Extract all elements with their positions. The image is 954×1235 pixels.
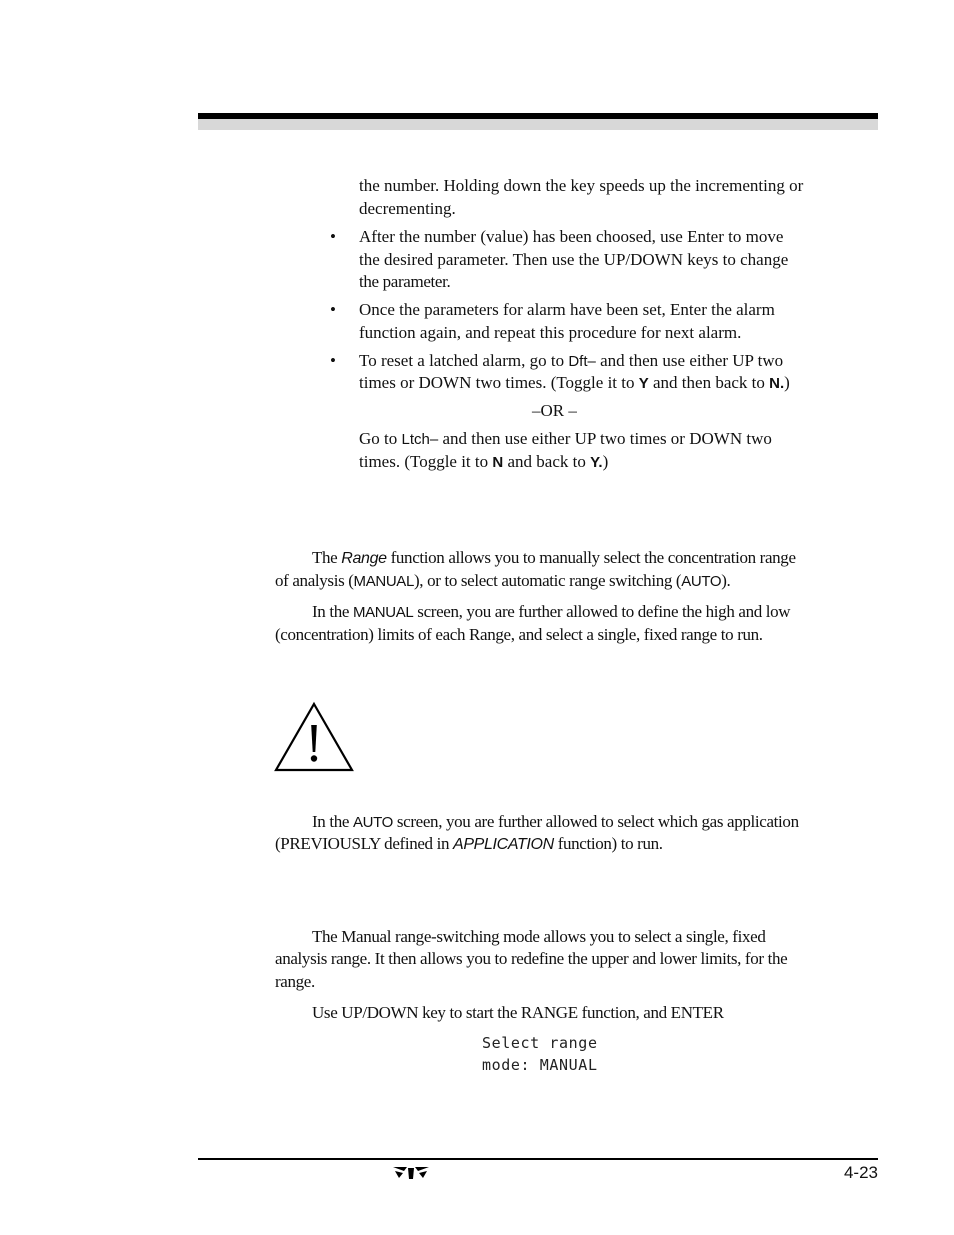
bullet-2-line-2: function again, and repeat this procedure for next alarm. bbox=[359, 323, 742, 342]
bullet-3-line-2: times or DOWN two times. (Toggle it to Y and then back to N.) bbox=[359, 373, 790, 392]
bullet-1-line-1: After the number (value) has been choosed, use Enter to move bbox=[359, 227, 784, 246]
alternate-line-2: times. (Toggle it to N and back to Y.) bbox=[359, 452, 609, 471]
display-code-n: N. bbox=[769, 375, 785, 392]
manual-line-1: The Manual range-switching mode allows you to select a single, fixed bbox=[312, 927, 766, 946]
page-number: 4-23 bbox=[843, 1163, 878, 1182]
display-code-y: Y bbox=[638, 375, 649, 392]
alternate-line-1: Go to Ltch– and then use either UP two times or DOWN two bbox=[359, 429, 772, 448]
auto-line-2: (PREVIOUSLY defined in APPLICATION function) to run. bbox=[275, 834, 663, 853]
display-code-dft: Dft– bbox=[568, 353, 596, 370]
manual-line-2: analysis range. It then allows you to redefine the upper and lower limits, for the bbox=[275, 949, 788, 968]
continuation-line-1: the number. Holding down the key speeds up the incrementing or bbox=[359, 176, 804, 195]
bullet-3-line-1: To reset a latched alarm, go to Dft– and then use either UP two bbox=[359, 351, 784, 370]
display-code-manual: MANUAL bbox=[352, 604, 414, 621]
display-screen-line-2: mode: MANUAL bbox=[482, 1056, 598, 1074]
range-intro-line-2: of analysis (MANUAL), or to select automatic range switching (AUTO). bbox=[275, 571, 731, 590]
function-name-application: APPLICATION bbox=[453, 836, 554, 853]
bullet-marker: • bbox=[330, 300, 336, 319]
range-intro-line-1: The Range function allows you to manually select the concentration range bbox=[312, 548, 796, 567]
bullet-1-line-2: the desired parameter. Then use the UP/DOWN keys to change bbox=[359, 250, 789, 269]
footer-rule bbox=[198, 1158, 878, 1160]
function-name-range: Range bbox=[341, 550, 387, 567]
teledyne-logo-icon bbox=[392, 1164, 430, 1180]
bullet-2-line-1: Once the parameters for alarm have been set, Enter the alarm bbox=[359, 300, 775, 319]
display-code-auto: AUTO bbox=[681, 573, 722, 590]
auto-line-1: In the AUTO screen, you are further allowed to select which gas application bbox=[312, 812, 799, 831]
warning-triangle-icon bbox=[273, 701, 355, 773]
display-code-ltch: Ltch– bbox=[401, 431, 439, 448]
display-code-manual: MANUAL bbox=[353, 573, 414, 590]
bullet-marker: • bbox=[330, 227, 336, 246]
range-manual-line-2: (concentration) limits of each Range, and select a single, fixed range to run. bbox=[275, 625, 763, 644]
or-separator: –OR – bbox=[532, 401, 577, 420]
display-code-n: N bbox=[492, 454, 504, 471]
continuation-line-2: decrementing. bbox=[359, 199, 456, 218]
manual-line-3: range. bbox=[275, 972, 315, 991]
display-code-auto: AUTO bbox=[352, 814, 393, 831]
range-manual-line-1: In the MANUAL screen, you are further allowed to define the high and low bbox=[312, 602, 791, 621]
display-screen-line-1: Select range bbox=[482, 1034, 598, 1052]
bullet-1-line-3: the parameter. bbox=[359, 272, 451, 291]
manual-line-4: Use UP/DOWN key to start the RANGE function, and ENTER bbox=[312, 1003, 724, 1022]
display-code-y: Y. bbox=[590, 454, 603, 471]
bullet-marker: • bbox=[330, 351, 336, 370]
header-rule-shade bbox=[198, 119, 878, 130]
